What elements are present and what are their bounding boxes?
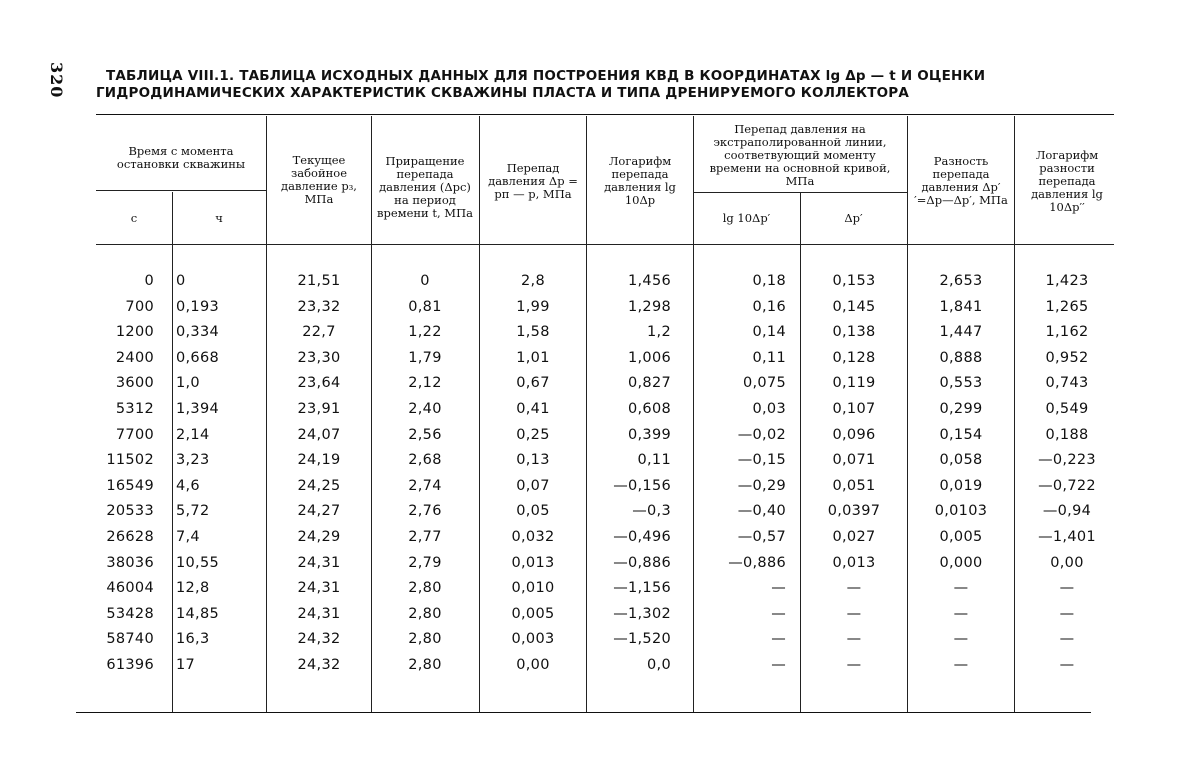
title-line-2: ГИДРОДИНАМИЧЕСКИХ ХАРАКТЕРИСТИК СКВАЖИНЫ ПЛАСТА И ТИПА ДРЕНИРУЕМОГО КОЛЛЕКТОРА [96, 85, 910, 101]
cell-time-h: 1,394 [176, 401, 220, 417]
cell-extrap-log: 0,11 [752, 349, 786, 366]
cell-increment: 2,80 [408, 580, 442, 597]
cell-log-diff: 0,00 [1050, 554, 1084, 571]
cell-extrap-log: — [771, 657, 786, 673]
cell-current-pressure: 24,29 [297, 529, 341, 545]
cell-diff: 0,000 [939, 554, 983, 571]
cell-drop: 0,67 [516, 375, 550, 392]
cell-extrap-dp: 0,153 [832, 273, 876, 289]
header-extrap-group: Перепад давления на экстраполированной линии, соответвующий моменту времени на основной кривой, МПа [709, 121, 891, 188]
cell-extrap-dp: 0,0397 [827, 503, 881, 520]
cell-log-drop: 1,2 [647, 324, 671, 341]
cell-time-s: 58740 [106, 631, 154, 648]
cell-extrap-log: 0,14 [752, 324, 786, 341]
cell-current-pressure: 23,30 [297, 349, 341, 366]
cell-current-pressure: 23,64 [297, 375, 341, 392]
header-current-pressure: Текущее забойное давление p₃, МПа [281, 153, 357, 206]
cell-log-drop: 1,298 [627, 298, 671, 315]
col-divider-4 [479, 116, 480, 712]
cell-diff: 0,058 [939, 452, 983, 469]
cell-drop: 0,25 [516, 426, 550, 443]
cell-diff: 0,888 [939, 349, 983, 366]
cell-log-diff: 0,549 [1045, 401, 1089, 417]
cell-time-h: 14,85 [176, 605, 220, 622]
cell-log-drop: —0,3 [632, 503, 671, 520]
cell-time-s: 11502 [106, 452, 154, 469]
cell-diff: — [953, 657, 969, 673]
header-log-drop: Логарифм перепада давления lg 10Δp [604, 154, 676, 207]
header-extrap-dp: Δp′ [844, 210, 863, 225]
cell-extrap-dp: — [846, 605, 862, 622]
cell-increment: 2,12 [408, 375, 442, 392]
cell-time-s: 61396 [106, 657, 154, 673]
cell-increment: 2,80 [408, 605, 442, 622]
cell-current-pressure: 22,7 [302, 324, 336, 341]
cell-increment: 2,76 [408, 503, 442, 520]
cell-current-pressure: 24,25 [297, 477, 341, 494]
cell-extrap-log: —0,02 [737, 426, 786, 443]
cell-drop: 1,58 [516, 324, 550, 341]
cell-increment: 0,81 [408, 298, 442, 315]
col-divider-3 [371, 116, 372, 712]
cell-log-diff: —1,401 [1038, 529, 1096, 545]
cell-extrap-dp: 0,138 [832, 324, 876, 341]
cell-drop: 0,010 [511, 580, 555, 597]
cell-log-drop: 0,399 [627, 426, 671, 443]
cell-time-h: 4,6 [176, 477, 200, 494]
cell-time-h: 7,4 [176, 529, 200, 545]
cell-time-s: 700 [125, 298, 154, 315]
header-time-hours: ч [215, 210, 223, 225]
header-drop: Перепад давления Δp = pп — p, МПа [488, 160, 578, 201]
cell-log-diff: — [1059, 580, 1075, 597]
cell-current-pressure: 24,32 [297, 631, 341, 648]
cell-extrap-dp: 0,145 [832, 298, 876, 315]
cell-extrap-log: — [771, 631, 786, 648]
cell-time-s: 16549 [106, 477, 154, 494]
cell-extrap-log: 0,18 [752, 273, 786, 289]
cell-diff: 0,154 [939, 426, 983, 443]
cell-time-s: 1200 [115, 324, 154, 341]
page-number: 320 [47, 62, 66, 99]
cell-current-pressure: 21,51 [297, 273, 341, 289]
col-divider-2 [266, 116, 267, 712]
cell-increment: 2,80 [408, 631, 442, 648]
cell-time-s: 53428 [106, 605, 154, 622]
cell-increment: 2,80 [408, 657, 442, 673]
cell-diff: 0,553 [939, 375, 983, 392]
cell-increment: 2,56 [408, 426, 442, 443]
cell-log-drop: 1,006 [627, 349, 671, 366]
cell-time-s: 38036 [106, 554, 154, 571]
cell-time-h: 17 [176, 657, 196, 673]
cell-diff: 1,447 [939, 324, 983, 341]
col-divider-1 [172, 192, 173, 712]
cell-diff: 2,653 [939, 273, 983, 289]
cell-increment: 1,22 [408, 324, 442, 341]
cell-log-diff: —0,223 [1038, 452, 1096, 469]
header-diff: Разность перепада давления Δp′′=Δp—Δp′, МПа [914, 154, 1008, 207]
cell-drop: 2,8 [521, 273, 545, 289]
cell-current-pressure: 23,91 [297, 401, 341, 417]
cell-drop: 0,005 [511, 605, 555, 622]
cell-diff: 1,841 [939, 298, 983, 315]
cell-extrap-log: 0,16 [752, 298, 786, 315]
cell-time-s: 0 [144, 273, 154, 289]
cell-extrap-dp: 0,013 [832, 554, 876, 571]
cell-log-diff: 1,162 [1045, 324, 1089, 341]
cell-drop: 0,41 [516, 401, 550, 417]
cell-time-s: 46004 [106, 580, 154, 597]
cell-extrap-log: —0,40 [737, 503, 786, 520]
cell-extrap-dp: 0,107 [832, 401, 876, 417]
cell-drop: 0,07 [516, 477, 550, 494]
header-bottom-rule [96, 244, 1114, 245]
cell-log-drop: 1,456 [627, 273, 671, 289]
cell-log-drop: 0,0 [647, 657, 671, 673]
cell-current-pressure: 24,31 [297, 554, 341, 571]
cell-time-h: 0,334 [176, 324, 220, 341]
cell-log-drop: 0,11 [637, 452, 671, 469]
header-increment: Приращение перепада давления (Δpc) на период времени t, МПа [377, 153, 473, 220]
cell-increment: 0 [420, 273, 430, 289]
cell-drop: 1,99 [516, 298, 550, 315]
cell-drop: 0,13 [516, 452, 550, 469]
cell-current-pressure: 24,31 [297, 580, 341, 597]
header-log-diff: Логарифм разности перепада давления lg 10Δp′′ [1031, 147, 1103, 214]
header-extrap-log: lg 10Δp′ [722, 210, 771, 225]
bottom-rule [76, 712, 1091, 713]
cell-log-drop: 0,827 [627, 375, 671, 392]
cell-extrap-log: —0,29 [737, 477, 786, 494]
cell-increment: 2,79 [408, 554, 442, 571]
cell-time-s: 2400 [115, 349, 154, 366]
title-line-1: ТАБЛИЦА VIII.1. ТАБЛИЦА ИСХОДНЫХ ДАННЫХ ДЛЯ ПОСТРОЕНИЯ КВД В КООРДИНАТАХ lg Δp — t И ОЦЕНКИ [106, 68, 986, 84]
cell-diff: — [953, 631, 969, 648]
cell-current-pressure: 24,19 [297, 452, 341, 469]
cell-log-drop: —1,520 [613, 631, 671, 648]
cell-drop: 0,013 [511, 554, 555, 571]
cell-increment: 2,77 [408, 529, 442, 545]
cell-extrap-dp: 0,128 [832, 349, 876, 366]
top-rule [96, 114, 1114, 115]
cell-time-s: 5312 [115, 401, 154, 417]
cell-extrap-log: — [771, 580, 786, 597]
cell-time-h: 2,14 [176, 426, 210, 443]
cell-drop: 1,01 [516, 349, 550, 366]
cell-increment: 2,68 [408, 452, 442, 469]
cell-extrap-log: — [771, 605, 786, 622]
cell-increment: 2,74 [408, 477, 442, 494]
cell-log-diff: — [1059, 605, 1075, 622]
cell-log-diff: —0,94 [1042, 503, 1092, 520]
cell-log-drop: —0,886 [613, 554, 671, 571]
cell-drop: 0,003 [511, 631, 555, 648]
cell-diff: — [953, 580, 969, 597]
cell-current-pressure: 23,32 [297, 298, 341, 315]
cell-diff: — [953, 605, 969, 622]
cell-current-pressure: 24,31 [297, 605, 341, 622]
header-time-seconds: с [130, 210, 138, 225]
cell-extrap-dp: — [846, 580, 862, 597]
cell-time-h: 16,3 [176, 631, 210, 648]
cell-log-diff: 0,743 [1045, 375, 1089, 392]
cell-time-h: 3,23 [176, 452, 210, 469]
cell-increment: 1,79 [408, 349, 442, 366]
cell-time-h: 10,55 [176, 554, 220, 571]
cell-extrap-dp: — [846, 657, 862, 673]
cell-drop: 0,05 [516, 503, 550, 520]
cell-time-h: 12,8 [176, 580, 210, 597]
cell-diff: 0,005 [939, 529, 983, 545]
cell-extrap-log: 0,03 [752, 401, 786, 417]
cell-current-pressure: 24,07 [297, 426, 341, 443]
cell-time-h: 0 [176, 273, 186, 289]
cell-extrap-log: —0,57 [737, 529, 786, 545]
cell-current-pressure: 24,27 [297, 503, 341, 520]
cell-drop: 0,00 [516, 657, 550, 673]
col-divider-9 [1014, 116, 1015, 712]
cell-time-s: 26628 [106, 529, 154, 545]
cell-time-h: 0,668 [176, 349, 220, 366]
cell-extrap-dp: 0,071 [832, 452, 876, 469]
cell-increment: 2,40 [408, 401, 442, 417]
cell-log-diff: 0,952 [1045, 349, 1089, 366]
cell-log-diff: 1,265 [1045, 298, 1089, 315]
cell-extrap-log: 0,075 [742, 375, 786, 392]
cell-extrap-dp: — [846, 631, 862, 648]
cell-current-pressure: 24,32 [297, 657, 341, 673]
cell-log-drop: —1,156 [613, 580, 671, 597]
cell-time-s: 20533 [106, 503, 154, 520]
cell-diff: 0,0103 [934, 503, 988, 520]
col-divider-7 [800, 192, 801, 712]
cell-log-drop: —0,156 [613, 477, 671, 494]
cell-drop: 0,032 [511, 529, 555, 545]
cell-extrap-log: —0,15 [737, 452, 786, 469]
cell-log-diff: — [1059, 657, 1075, 673]
cell-log-diff: 0,188 [1045, 426, 1089, 443]
cell-log-diff: 1,423 [1045, 273, 1089, 289]
cell-time-h: 1,0 [176, 375, 200, 392]
cell-log-diff: — [1059, 631, 1075, 648]
cell-extrap-dp: 0,051 [832, 477, 876, 494]
time-group-divider [96, 190, 266, 191]
table-title [96, 68, 1096, 102]
cell-log-drop: —1,302 [613, 605, 671, 622]
cell-extrap-log: —0,886 [728, 554, 786, 571]
cell-time-s: 7700 [115, 426, 154, 443]
cell-extrap-dp: 0,027 [832, 529, 876, 545]
cell-diff: 0,299 [939, 401, 983, 417]
col-divider-5 [586, 116, 587, 712]
header-time-group: Время с момента остановки скважины [116, 144, 246, 171]
cell-diff: 0,019 [939, 477, 983, 494]
cell-extrap-dp: 0,096 [832, 426, 876, 443]
cell-time-s: 3600 [115, 375, 154, 392]
col-divider-8 [907, 116, 908, 712]
cell-time-h: 5,72 [176, 503, 210, 520]
cell-log-diff: —0,722 [1038, 477, 1096, 494]
cell-log-drop: 0,608 [627, 401, 671, 417]
cell-extrap-dp: 0,119 [832, 375, 876, 392]
cell-time-h: 0,193 [176, 298, 220, 315]
cell-log-drop: —0,496 [613, 529, 671, 545]
